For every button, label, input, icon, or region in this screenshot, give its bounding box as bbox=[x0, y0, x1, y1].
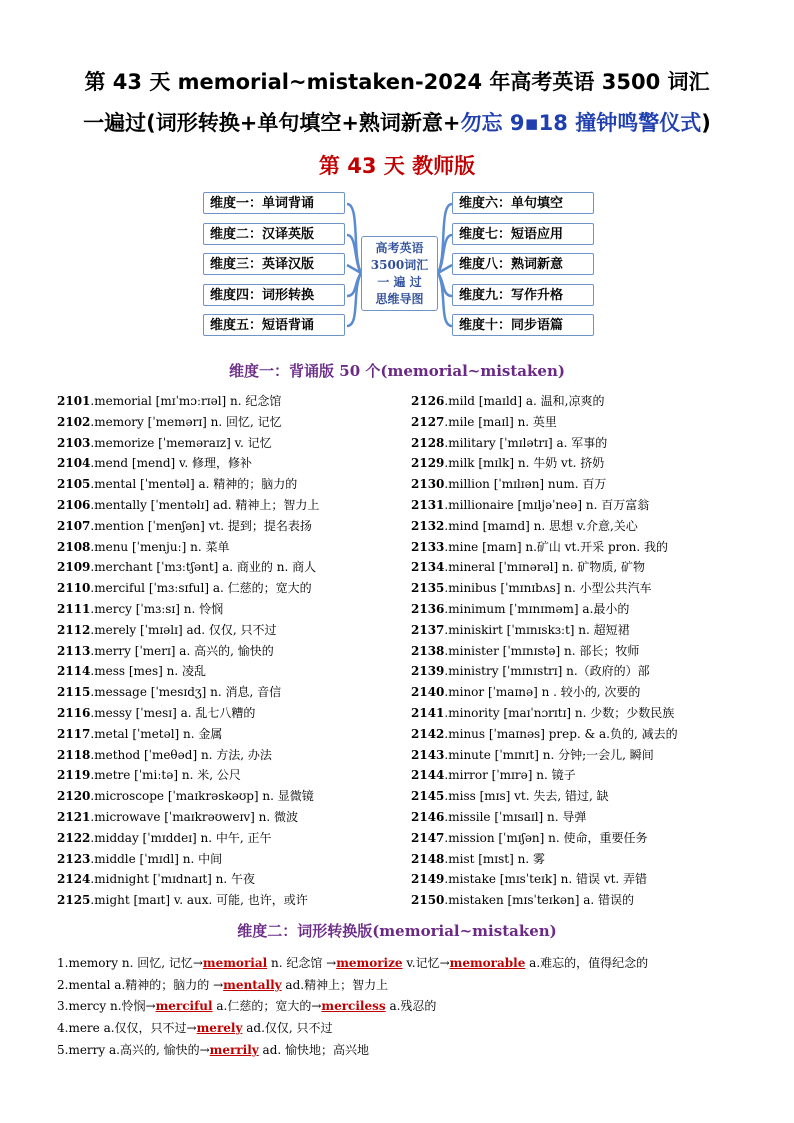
mindmap-right-5: 维度十：同步语篇 bbox=[452, 314, 594, 336]
mindmap-left-2: 维度二：汉译英版 bbox=[203, 223, 345, 245]
vocab-text: .minister [ˈmɪnɪstə] n. 部长；牧师 bbox=[444, 643, 640, 658]
vocab-text: .missile [ˈmɪsaɪl] n. 导弹 bbox=[444, 809, 587, 824]
vocab-text: .minority [maɪˈnɔrɪtɪ] n. 少数；少数民族 bbox=[444, 705, 675, 720]
word-form-item bbox=[57, 953, 648, 975]
vocab-text: .mission [ˈmɪʃən] n. 使命，重要任务 bbox=[444, 830, 648, 845]
vocab-entry bbox=[57, 849, 397, 870]
vocab-number: 2148 bbox=[411, 851, 445, 866]
vocab-number: 2138 bbox=[411, 643, 445, 658]
vocab-entry bbox=[411, 391, 751, 412]
word-forms-list bbox=[57, 953, 648, 1062]
vocab-entry bbox=[57, 682, 397, 703]
vocab-entry bbox=[57, 828, 397, 849]
answer-word: memorial bbox=[202, 956, 268, 970]
vocab-number: 2125 bbox=[57, 893, 91, 908]
center-line-4: 思维导图 bbox=[375, 292, 424, 306]
center-line-2: 3500词汇 bbox=[370, 258, 429, 272]
center-line-1: 高考英语 bbox=[375, 241, 424, 255]
vocab-text: .mine [maɪn] n.矿山 vt.开采 pron. 我的 bbox=[444, 539, 668, 554]
vocab-text: .metal [ˈmetəl] n. 金属 bbox=[90, 726, 223, 741]
vocab-text: .miniskirt [ˈmɪnɪskɜːt] n. 超短裙 bbox=[444, 622, 630, 637]
word-form-item bbox=[57, 996, 648, 1018]
vocab-number: 2116 bbox=[57, 705, 91, 720]
vocab-number: 2133 bbox=[411, 539, 445, 554]
vocab-number: 2124 bbox=[57, 872, 91, 887]
vocab-text: .memory [ˈmemərɪ] n. 回忆, 记忆 bbox=[90, 414, 282, 429]
word-form-text: ad. 愉快地；高兴地 bbox=[258, 1042, 370, 1057]
vocab-entry bbox=[411, 578, 751, 599]
answer-word: merely bbox=[196, 1021, 243, 1036]
vocab-number: 2150 bbox=[411, 893, 445, 908]
vocab-text: .mineral [ˈmɪnərəl] n. 矿物质, 矿物 bbox=[444, 560, 645, 575]
vocab-number: 2144 bbox=[411, 768, 445, 783]
answer-word: merrily bbox=[209, 1042, 259, 1057]
vocab-entry bbox=[411, 786, 751, 807]
vocab-entry bbox=[57, 433, 397, 454]
mindmap-right-4: 维度九：写作升格 bbox=[452, 284, 594, 306]
vocab-number: 2131 bbox=[411, 497, 445, 512]
vocab-number: 2126 bbox=[411, 394, 445, 408]
word-form-item bbox=[57, 1018, 648, 1040]
vocab-entry bbox=[57, 474, 397, 495]
vocab-entry bbox=[57, 557, 397, 578]
vocab-text: .ministry [ˈmɪnɪstrɪ] n.（政府的）部 bbox=[444, 664, 650, 679]
vocab-text: .microscope [ˈmaɪkrəskəʊp] n. 显微镜 bbox=[90, 789, 314, 804]
answer-word: merciful bbox=[155, 999, 213, 1014]
vocab-text: .military [ˈmɪlətrɪ] a. 军事的 bbox=[444, 435, 608, 450]
vocab-entry bbox=[411, 703, 751, 724]
vocab-number: 2139 bbox=[411, 664, 445, 679]
vocab-number: 2142 bbox=[411, 726, 445, 741]
vocab-text: .mercy [ˈmɜːsɪ] n. 怜悯 bbox=[90, 601, 224, 616]
vocab-entry bbox=[411, 620, 751, 641]
vocab-entry bbox=[57, 620, 397, 641]
vocab-text: .mental [ˈmentəl] a. 精神的；脑力的 bbox=[90, 477, 298, 492]
vocab-number: 2107 bbox=[57, 518, 91, 533]
vocab-entry bbox=[411, 765, 751, 786]
vocab-text: .microwave [ˈmaɪkrəʊweɪv] n. 微波 bbox=[90, 809, 298, 824]
vocab-text: .minor [ˈmaɪnə] n . 较小的, 次要的 bbox=[444, 685, 641, 700]
vocab-column-left bbox=[57, 391, 397, 911]
word-form-text: 1.memory n. 回忆, 记忆→ bbox=[57, 956, 203, 970]
vocab-text: .middle [ˈmɪdl] n. 中间 bbox=[90, 851, 223, 866]
vocab-number: 2127 bbox=[411, 414, 445, 429]
vocab-entry bbox=[57, 869, 397, 890]
vocab-entry bbox=[411, 661, 751, 682]
vocab-entry bbox=[57, 890, 397, 911]
vocab-number: 2129 bbox=[411, 456, 445, 471]
word-form-text: 4.mere a.仅仅，只不过→ bbox=[57, 1021, 197, 1036]
mindmap-left-5: 维度五：短语背诵 bbox=[203, 314, 345, 336]
vocab-text: .mess [mes] n. 凌乱 bbox=[90, 664, 207, 679]
vocab-entry bbox=[57, 412, 397, 433]
answer-word: merciless bbox=[321, 999, 386, 1014]
vocab-number: 2108 bbox=[57, 539, 91, 554]
word-form-text: 3.mercy n.怜悯→ bbox=[57, 999, 156, 1014]
answer-word: mentally bbox=[223, 977, 282, 992]
vocab-entry bbox=[57, 765, 397, 786]
word-form-text: ad.精神上；智力上 bbox=[281, 977, 389, 992]
vocab-entry bbox=[57, 724, 397, 745]
vocab-number: 2111 bbox=[57, 601, 91, 616]
vocab-number: 2147 bbox=[411, 830, 445, 845]
vocab-text: .midnight [ˈmɪdnaɪt] n. 午夜 bbox=[90, 872, 256, 887]
vocab-number: 2120 bbox=[57, 789, 91, 804]
word-form-item bbox=[57, 975, 648, 997]
vocab-column-right bbox=[411, 391, 751, 911]
vocab-entry bbox=[411, 682, 751, 703]
vocab-entry bbox=[57, 641, 397, 662]
vocab-number: 2128 bbox=[411, 435, 445, 450]
mindmap-left-1: 维度一：单词背诵 bbox=[203, 192, 345, 214]
vocab-entry bbox=[411, 869, 751, 890]
word-form-text: a.仁慈的；宽大的→ bbox=[212, 999, 322, 1014]
vocab-number: 2118 bbox=[57, 747, 91, 762]
vocab-text: .mirror [ˈmɪrə] n. 镜子 bbox=[444, 768, 576, 783]
vocab-entry bbox=[411, 849, 751, 870]
vocab-text: .mistake [mɪsˈteɪk] n. 错误 vt. 弄错 bbox=[444, 872, 648, 887]
vocab-text: .message [ˈmesɪdʒ] n. 消息, 音信 bbox=[90, 685, 282, 700]
vocab-number: 2136 bbox=[411, 601, 445, 616]
word-form-text: a.难忘的，值得纪念的 bbox=[525, 956, 649, 970]
mindmap-right-1: 维度六：单句填空 bbox=[452, 192, 594, 214]
vocab-text: .million [ˈmɪlɪən] num. 百万 bbox=[444, 477, 607, 492]
word-form-text: 5.merry a.高兴的, 愉快的→ bbox=[57, 1042, 210, 1057]
vocab-text: .mile [maɪl] n. 英里 bbox=[444, 414, 557, 429]
vocab-entry bbox=[57, 391, 397, 412]
vocab-number: 2114 bbox=[57, 664, 91, 679]
vocab-entry bbox=[411, 474, 751, 495]
vocab-number: 2122 bbox=[57, 830, 91, 845]
vocab-entry bbox=[57, 807, 397, 828]
vocab-text: .method [ˈmeθəd] n. 方法, 办法 bbox=[90, 747, 272, 762]
vocab-entry bbox=[411, 724, 751, 745]
vocab-text: .millionaire [mɪljəˈneə] n. 百万富翁 bbox=[444, 497, 650, 512]
vocab-entry bbox=[57, 703, 397, 724]
vocab-entry bbox=[411, 433, 751, 454]
vocab-entry bbox=[411, 599, 751, 620]
vocab-number: 2102 bbox=[57, 414, 91, 429]
mindmap-right-2: 维度七：短语应用 bbox=[452, 223, 594, 245]
vocab-text: .mentally [ˈmentəlɪ] ad. 精神上；智力上 bbox=[90, 497, 320, 512]
vocab-text: .milk [mɪlk] n. 牛奶 vt. 挤奶 bbox=[444, 456, 605, 471]
vocab-text: .menu [ˈmenjuː] n. 菜单 bbox=[90, 539, 230, 554]
vocab-number: 2106 bbox=[57, 497, 91, 512]
mindmap-left-3: 维度三：英译汉版 bbox=[203, 253, 345, 275]
vocab-text: .mention [ˈmenʃən] vt. 提到；提名表扬 bbox=[90, 518, 312, 533]
vocab-number: 2113 bbox=[57, 643, 91, 658]
vocab-entry bbox=[411, 641, 751, 662]
mindmap-right-3: 维度八：熟词新意 bbox=[452, 253, 594, 275]
vocab-number: 2105 bbox=[57, 477, 91, 492]
document-title-line2 bbox=[20, 107, 774, 137]
vocab-entry bbox=[411, 516, 751, 537]
vocab-text: .mistaken [mɪsˈteɪkən] a. 错误的 bbox=[444, 893, 634, 908]
vocab-entry bbox=[411, 745, 751, 766]
vocab-text: .minute [ˈmɪnɪt] n. 分钟;一会儿, 瞬间 bbox=[444, 747, 654, 762]
vocab-entry bbox=[57, 453, 397, 474]
vocab-entry bbox=[57, 786, 397, 807]
vocab-number: 2135 bbox=[411, 581, 445, 596]
vocab-number: 2134 bbox=[411, 560, 445, 575]
vocab-text: .messy [ˈmesɪ] a. 乱七八糟的 bbox=[90, 705, 256, 720]
vocab-number: 2115 bbox=[57, 685, 91, 700]
vocab-text: .minus [ˈmaɪnəs] prep. & a.负的, 减去的 bbox=[444, 726, 678, 741]
edition-label: 第 43 天 教师版 bbox=[318, 154, 476, 178]
vocab-entry bbox=[411, 828, 751, 849]
word-form-text: a.残忍的 bbox=[385, 999, 437, 1014]
word-form-text: n. 纪念馆 → bbox=[267, 956, 337, 970]
word-form-text: 2.mental a.精神的；脑力的 → bbox=[57, 977, 224, 992]
vocab-entry bbox=[57, 745, 397, 766]
title-line2-end: ) bbox=[701, 111, 711, 135]
vocab-text: .mend [mend] v. 修理，修补 bbox=[90, 456, 252, 471]
vocab-entry bbox=[411, 537, 751, 558]
vocab-text: .merciful [ˈmɜːsɪful] a. 仁慈的；宽大的 bbox=[90, 581, 312, 596]
vocab-entry bbox=[57, 537, 397, 558]
vocab-entry bbox=[411, 412, 751, 433]
vocab-text: .minimum [ˈmɪnɪməm] a.最小的 bbox=[444, 601, 630, 616]
vocab-number: 2104 bbox=[57, 456, 91, 471]
vocab-number: 2146 bbox=[411, 809, 445, 824]
mindmap-center-node bbox=[361, 236, 438, 311]
answer-word: memorize bbox=[336, 956, 403, 970]
vocab-number: 2119 bbox=[57, 768, 91, 783]
document-title-line1: 第 43 天 memorial~mistaken-2024 年高考英语 3500 词汇 bbox=[84, 70, 710, 94]
vocab-number: 2109 bbox=[57, 560, 91, 575]
vocab-entry bbox=[57, 599, 397, 620]
vocab-entry bbox=[411, 890, 751, 911]
vocab-number: 2117 bbox=[57, 726, 91, 741]
vocab-entry bbox=[57, 495, 397, 516]
word-form-text: v.记忆→ bbox=[402, 956, 450, 970]
vocab-text: .memorial [mɪˈmɔːrɪəl] n. 纪念馆 bbox=[90, 394, 282, 408]
vocab-entry bbox=[411, 453, 751, 474]
vocab-entry bbox=[57, 516, 397, 537]
vocab-number: 2140 bbox=[411, 685, 445, 700]
vocab-text: .metre [ˈmiːtə] n. 米, 公尺 bbox=[90, 768, 241, 783]
vocab-text: .memorize [ˈmeməraɪz] v. 记忆 bbox=[90, 435, 272, 450]
section-heading-recite: 维度一：背诵版 50 个(memorial~mistaken) bbox=[229, 362, 565, 380]
word-form-item bbox=[57, 1040, 648, 1062]
vocab-entry bbox=[57, 661, 397, 682]
vocab-entry bbox=[411, 495, 751, 516]
vocab-number: 2110 bbox=[57, 581, 91, 596]
vocab-number: 2141 bbox=[411, 705, 445, 720]
vocab-number: 2137 bbox=[411, 622, 445, 637]
vocab-number: 2149 bbox=[411, 872, 445, 887]
vocab-entry bbox=[57, 578, 397, 599]
vocab-number: 2143 bbox=[411, 747, 445, 762]
vocab-number: 2132 bbox=[411, 518, 445, 533]
vocab-text: .merely [ˈmɪəlɪ] ad. 仅仅, 只不过 bbox=[90, 622, 277, 637]
center-line-3: 一 遍 过 bbox=[377, 275, 422, 289]
vocab-number: 2103 bbox=[57, 435, 91, 450]
vocab-text: .merchant [ˈmɜːtʃənt] a. 商业的 n. 商人 bbox=[90, 560, 317, 575]
vocab-text: .might [maɪt] v. aux. 可能, 也许，或许 bbox=[90, 893, 308, 908]
section-heading-word-forms: 维度二：词形转换版(memorial~mistaken) bbox=[237, 922, 557, 940]
vocab-text: .merry [ˈmerɪ] a. 高兴的, 愉快的 bbox=[90, 643, 274, 658]
vocab-number: 2145 bbox=[411, 789, 445, 804]
vocab-number: 2112 bbox=[57, 622, 91, 637]
vocab-text: .mind [maɪnd] n. 思想 v.介意,关心 bbox=[444, 518, 638, 533]
vocab-entry bbox=[411, 807, 751, 828]
vocab-entry bbox=[411, 557, 751, 578]
vocab-text: .miss [mɪs] vt. 失去, 错过, 缺 bbox=[444, 789, 609, 804]
vocab-number: 2121 bbox=[57, 809, 91, 824]
vocab-text: .midday [ˈmɪddeɪ] n. 中午, 正午 bbox=[90, 830, 272, 845]
vocab-number: 2130 bbox=[411, 477, 445, 492]
vocab-text: .minibus [ˈmɪnɪbʌs] n. 小型公共汽车 bbox=[444, 581, 652, 596]
vocab-text: .mild [maɪld] a. 温和,凉爽的 bbox=[444, 394, 605, 408]
title-line2-blue: 勿忘 9▪18 撞钟鸣警仪式 bbox=[460, 111, 702, 135]
vocab-number: 2101 bbox=[57, 394, 91, 408]
answer-word: memorable bbox=[449, 956, 526, 970]
title-line2-black: 一遍过(词形转换+单句填空+熟词新意+ bbox=[83, 111, 461, 135]
word-form-text: ad.仅仅, 只不过 bbox=[242, 1021, 333, 1036]
vocab-text: .mist [mɪst] n. 雾 bbox=[444, 851, 545, 866]
vocab-number: 2123 bbox=[57, 851, 91, 866]
mindmap-left-4: 维度四：词形转换 bbox=[203, 284, 345, 306]
